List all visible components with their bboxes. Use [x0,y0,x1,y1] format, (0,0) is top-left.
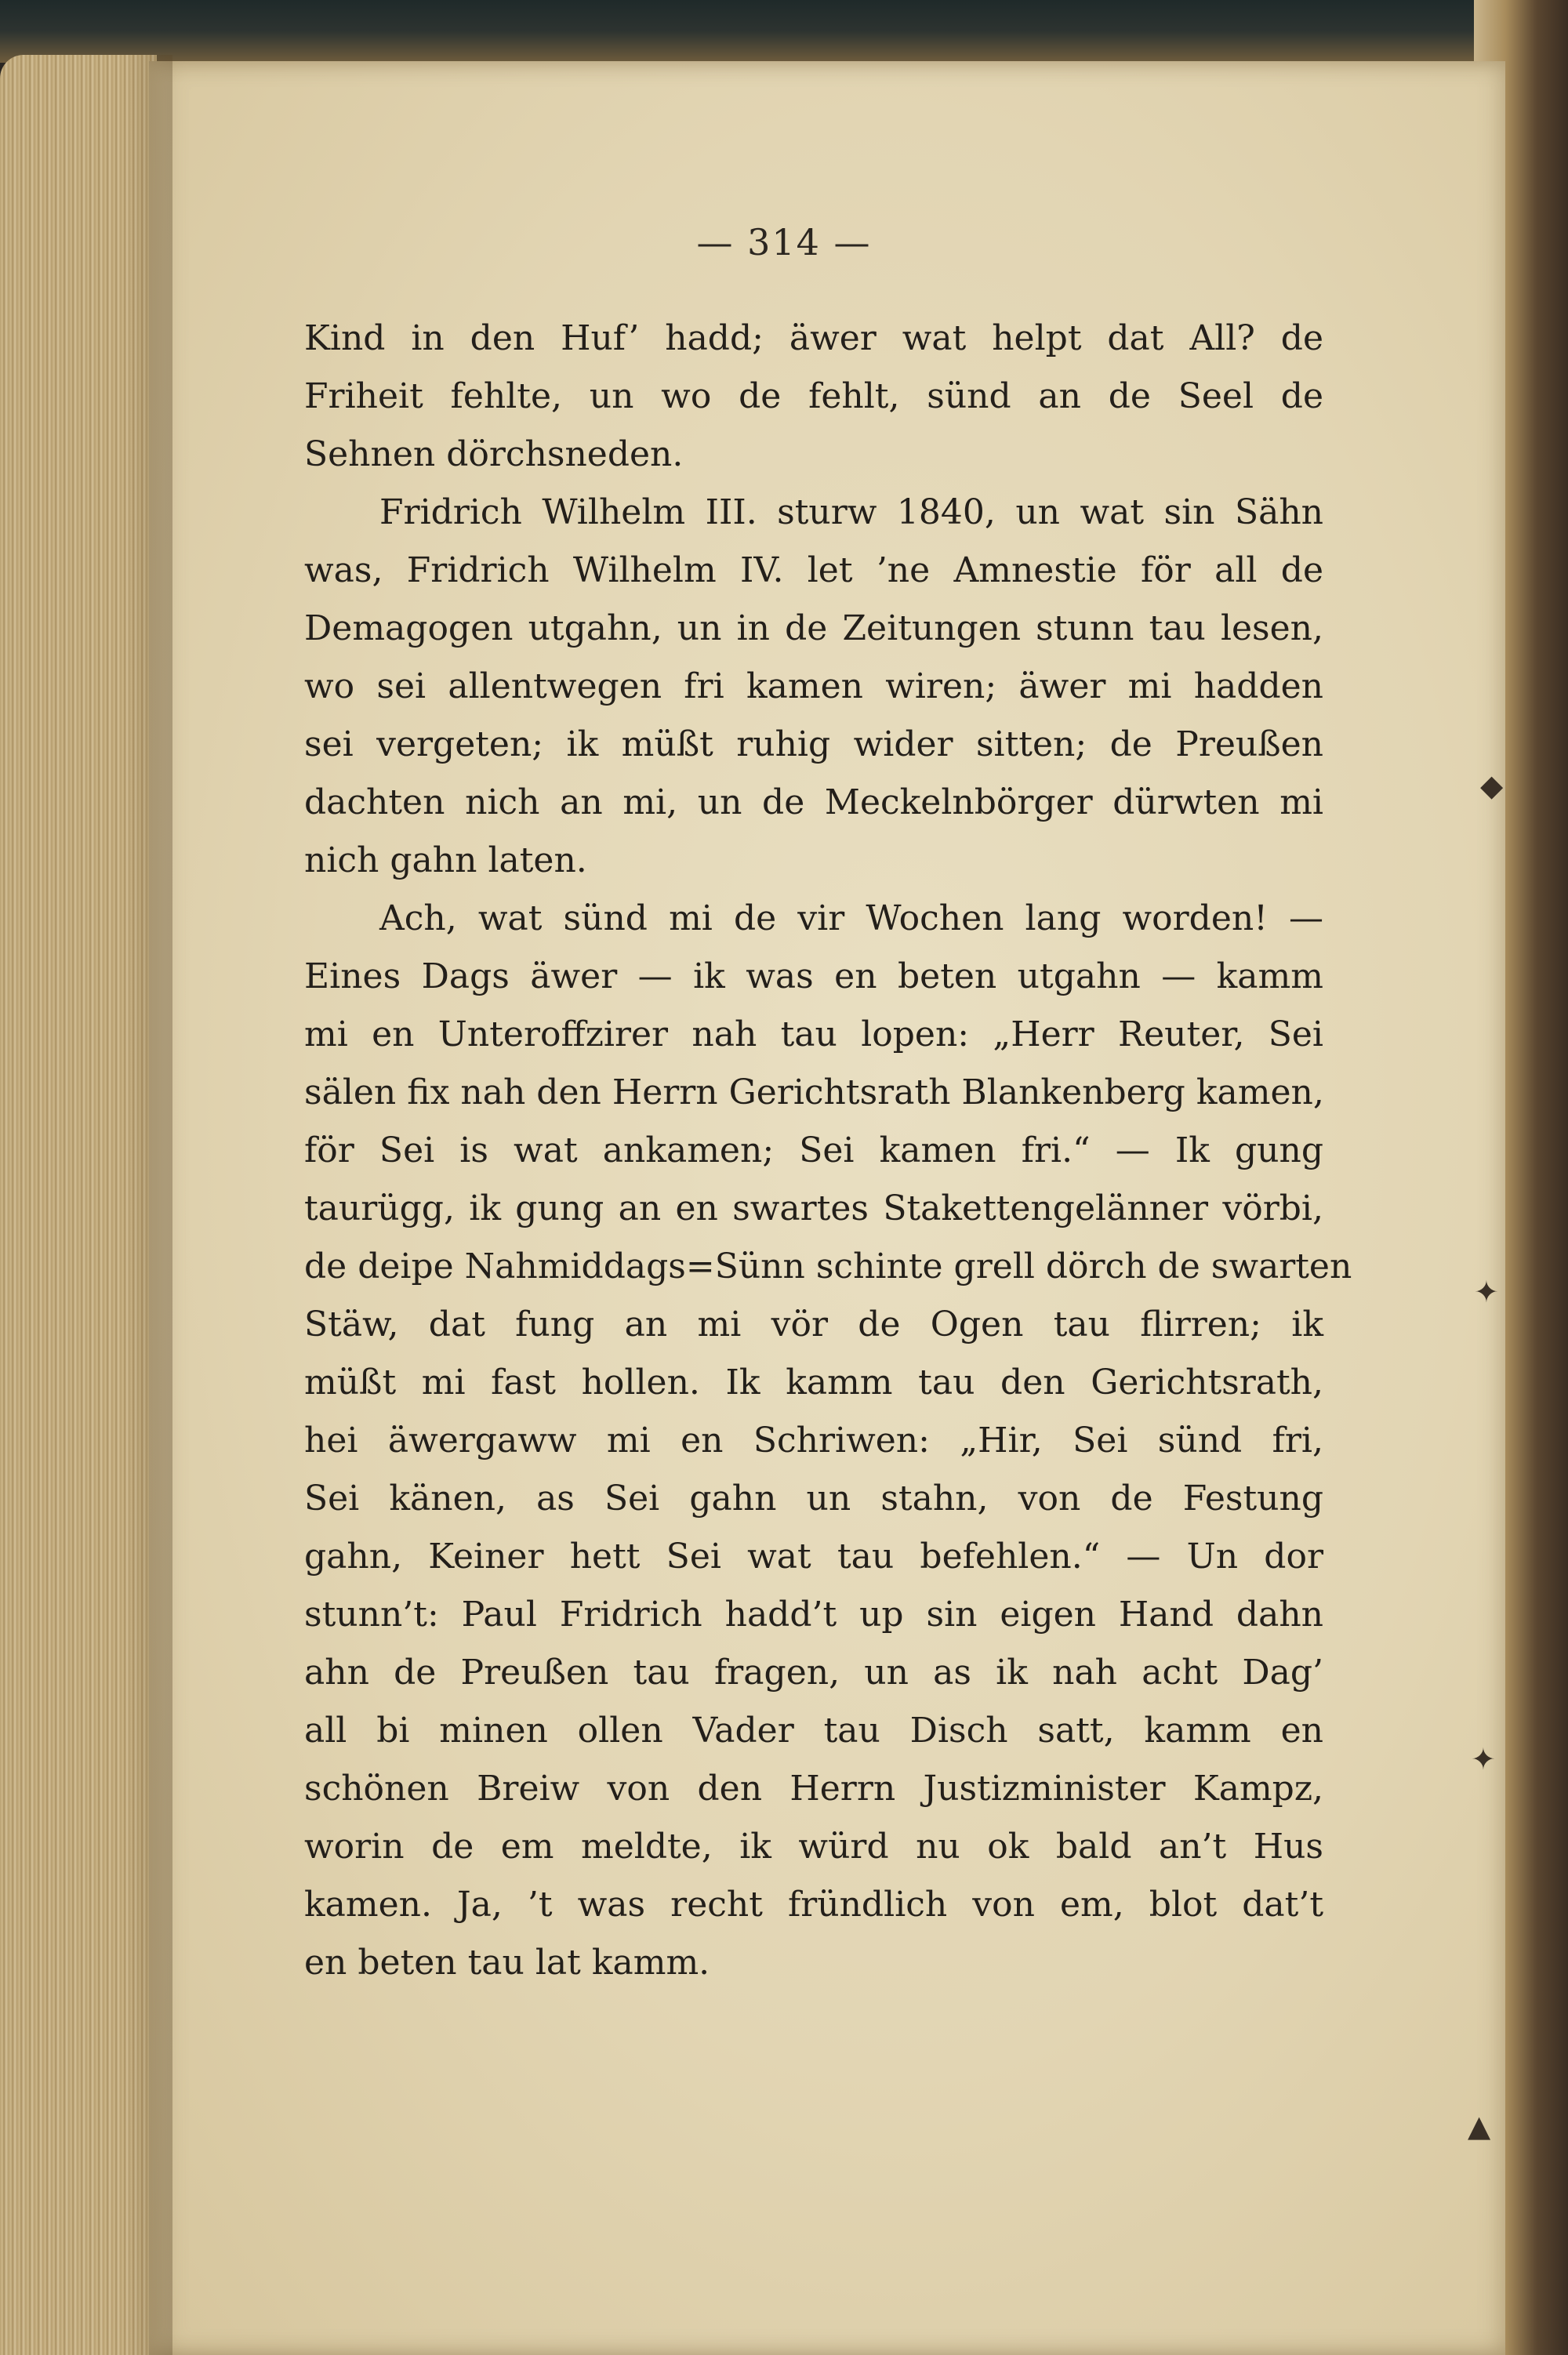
text-line: kamen. Ja, ’t was recht fründlich von em, blot dat’t [304,1885,1323,1925]
margin-mark-icon: ✦ [1471,1742,1496,1776]
margin-mark-icon: ▲ [1468,2109,1491,2143]
text-line: en beten tau lat kamm. [304,1943,710,1983]
body-text [304,310,1352,1992]
text-line: stunn’t: Paul Fridrich hadd’t up sin eigen Hand dahn [304,1595,1323,1635]
text-line: sälen fix nah den Herrn Gerichtsrath Blankenberg kamen, [304,1072,1324,1112]
margin-mark-icon: ◆ [1480,768,1504,803]
text-line: dachten nich an mi, un de Meckelnbörger dürwten mi [304,782,1323,822]
text-line: Stäw, dat fung an mi vör de Ogen tau flirren; ik [304,1305,1323,1344]
text-line: de deipe Nahmiddags=Sünn schinte grell dörch de swarten [304,1246,1352,1286]
text-line: taurügg, ik gung an en swartes Stakettengelänner vörbi, [304,1188,1323,1228]
text-line: Kind in den Huf’ hadd; äwer wat helpt dat All? de [304,318,1323,358]
text-line: nich gahn laten. [304,840,587,880]
text-line: gahn, Keiner hett Sei wat tau befehlen.“ — Un dor [304,1537,1323,1577]
margin-mark-icon: ✦ [1474,1275,1499,1309]
page-number: — 314 — [696,221,872,263]
text-line: Ach, wat sünd mi de vir Wochen lang worden! — [379,898,1323,938]
text-line: wo sei allentwegen fri kamen wiren; äwer mi hadden [304,666,1323,706]
text-line: hei äwergaww mi en Schriwen: „Hir, Sei sünd fri, [304,1421,1323,1461]
text-line: för Sei is wat ankamen; Sei kamen fri.“ — Ik gung [304,1130,1323,1170]
text-line: was, Fridrich Wilhelm IV. let ’ne Amnestie för all de [304,550,1323,590]
text-line: Demagogen utgahn, un in de Zeitungen stunn tau lesen, [304,608,1323,648]
text-line: all bi minen ollen Vader tau Disch satt, kamm en [304,1711,1323,1751]
text-line: schönen Breiw von den Herrn Justizminister Kampz, [304,1769,1323,1809]
text-line: mi en Unteroffzirer nah tau lopen: „Herr Reuter, Sei [304,1014,1323,1054]
text-line: ahn de Preußen tau fragen, un as ik nah acht Dag’ [304,1653,1323,1693]
text-line: Friheit fehlte, un wo de fehlt, sünd an de Seel de [304,376,1323,416]
text-line: Sehnen dörchsneden. [304,434,684,474]
text-line: Sei känen, as Sei gahn un stahn, von de Festung [304,1479,1323,1519]
text-line: Fridrich Wilhelm III. sturw 1840, un wat sin Sähn [379,492,1323,532]
page-gutter-shadow [125,55,172,2355]
text-line: sei vergeten; ik müßt ruhig wider sitten; de Preußen [304,724,1323,764]
text-line: worin de em meldte, ik würd nu ok bald an’t Hus [304,1827,1323,1867]
text-line: müßt mi fast hollen. Ik kamm tau den Gerichtsrath, [304,1363,1323,1402]
text-line: Eines Dags äwer — ik was en beten utgahn — kamm [304,956,1323,996]
background-strip [0,0,1568,63]
